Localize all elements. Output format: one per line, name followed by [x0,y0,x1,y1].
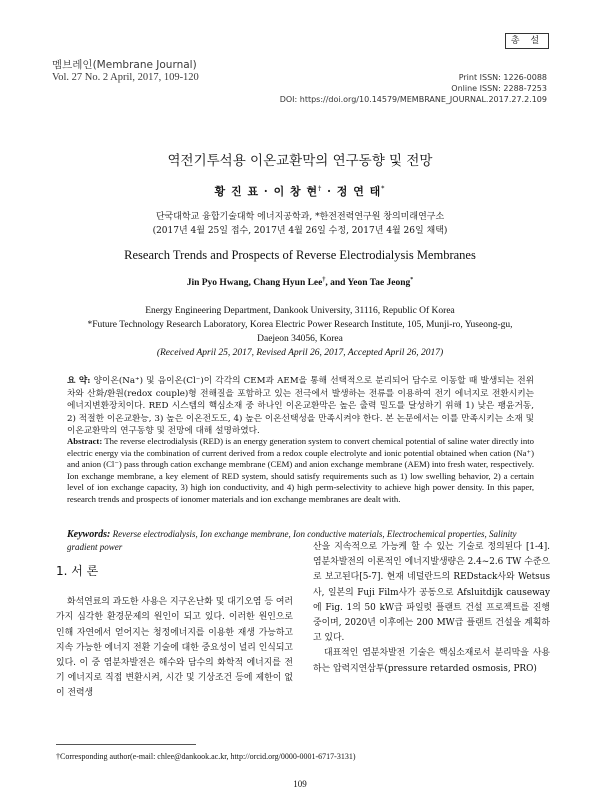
page-number: 109 [293,779,307,789]
abstract-korean-text: 양이온(Na⁺) 및 음이온(Cl⁻)이 각각의 CEM과 AEM을 통해 선택적으로 분리되어 담수로 이동할 때 발생되는 전위차와 산화/환원(redox couple)형 전해질을 포함하고 있는 전극에서 발생하는 전류를 이용하여 전기 에너지로 전환시키는 에너지변환장치이다. RED 시스템의 핵심소재 중 하나인 이온교환막은 높은 출력 밀도를 달성하기 위해 1) 낮은 팽윤거동, 2) 적절한 이온교환능, 3) 높은 이온전도도, 4) 높은 이온선택성을 만족시켜야 한다. 본 논문에서는 이를 만족시키는 소재 및 이온교환막의 연구동향 및 전망에 대해 설명하였다. [67,376,534,436]
body-left-column [56,564,293,702]
affiliation-korean: 단국대학교 융합기술대학 에너지공학과, *한전전력연구원 창의미래연구소 [155,212,445,222]
authors-korean-main: 황 진 표 · 이 창 현 [214,185,319,198]
affiliation-mark: * [381,185,386,193]
authors-english-main: Jin Pyo Hwang, Chang Hyun Lee [186,278,323,288]
keywords-text: Reverse electrodialysis, Ion exchange membrane, Ion conductive materials, Electrochemical properties, Salinity gradient power [67,529,517,552]
affiliation-english-1: Energy Engineering Department, Dankook University, 31116, Republic Of Korea [145,306,455,316]
keywords-label: Keywords: [67,529,111,540]
dates-korean: (2017년 4월 25일 접수, 2017년 4월 26일 수정, 2017년 4월 26일 채택) [152,226,448,236]
title-korean: 역전기투석용 이온교환막의 연구동향 및 전망 [167,153,433,169]
footnote-corresponding-author: †Corresponding author(e-mail: chlee@dankook.ac.kr, http://orcid.org/0000-0001-6717-3131) [56,752,356,761]
print-issn: Print ISSN: 1226-0088 [458,73,547,82]
corresponding-mark: † [318,185,323,193]
footnote-divider [56,744,196,745]
title-english: Research Trends and Prospects of Reverse Electrodialysis Membranes [124,248,476,262]
body-paragraph: 대표적인 염분차발전 기술은 핵심소재로서 분리막을 사용하는 압력지연삼투(pressure retarded osmosis, PRO) [313,648,550,674]
authors-english [0,278,600,288]
abstract-english-label: Abstract: [67,436,103,446]
abstract-english [67,436,534,505]
authors-korean-tail: · 정 연 태 [322,185,382,198]
authors-english-tail: , and Yeon Tae Jeong [325,278,411,288]
journal-name: 멤브레인(Membrane Journal) [52,59,197,71]
authors-korean [0,183,600,199]
affiliation-english-2: *Future Technology Research Laboratory, Korea Electric Power Research Institute, 105, Munji-ro, Yuseong-gu, [87,320,513,330]
affiliation-english-3: Daejeon 34056, Korea [257,334,343,344]
online-issn: Online ISSN: 2288-7253 [451,84,547,93]
affiliation-mark-en: * [410,276,414,283]
body-paragraph: 산을 지속적으로 가능케 할 수 있는 기술로 정의된다 [1-4]. 염분차발전의 이론적인 에너지발생량은 2.4~2.6 TW 수준으로 보고된다[5-7]. 현재 네덜란드의 REDstack사와 Wetsus사, 일본의 Fuji Film사가 공동으로 Afsluitdijk causeway에 Fig. 1의 50 kW급 파일럿 플랜트 건설 프로젝트를 진행 중이며, 2020년 이후에는 200 MW급 플랜트 건설을 계획하고 있다. [313,542,550,644]
body-right-column [313,540,550,677]
abstract-korean [67,375,534,438]
journal-volume: Vol. 27 No. 2 April, 2017, 109-120 [52,72,199,83]
section-heading-introduction: 1. 서 론 [56,564,99,578]
article-type-badge: 총 설 [505,33,549,49]
corresponding-mark-en: † [322,276,326,283]
abstract-korean-label: 요 약: [67,376,91,386]
dates-english: (Received April 25, 2017, Revised April 26, 2017, Accepted April 26, 2017) [156,348,444,358]
body-paragraph: 화석연료의 과도한 사용은 지구온난화 및 대기오염 등 여러 가지 심각한 환경문제의 원인이 되고 있다. 이러한 원인으로 인해 자연에서 얻어지는 청정에너지를 이용한 재생 가능하고 지속 가능한 에너지 전환 기술에 대한 중요성이 널리 인식되고 있다. 이 중 염분차발전은 해수와 담수의 화학적 에너지를 전기 에너지로 직접 변환시켜, 시간 및 기상조건 등에 제한이 없이 전력생 [56,597,293,699]
doi: DOI: https://doi.org/10.14579/MEMBRANE_JOURNAL.2017.27.2.109 [279,95,547,104]
abstract-english-text: The reverse electrodialysis (RED) is an energy generation system to convert chemical potential of saline water directly into electric energy via the combination of current derived from a redox couple electrolyte and ionic potential obtained when cation (Na⁺) and anion (Cl⁻) pass through cation exchange membrane (CEM) and anion exchange membrane (AEM) into fresh water, respectively. Ion exchange membrane, a key element of RED system, should satisfy requirements such as 1) low swelling behavior, 2) a certain level of ion exchange capacity, 3) high ion conductivity, and 4) high perm-selectivity to achieve high power density. In this paper, research trends and prospects of ionomer materials and ion exchange membranes are dealt with. [67,436,534,504]
